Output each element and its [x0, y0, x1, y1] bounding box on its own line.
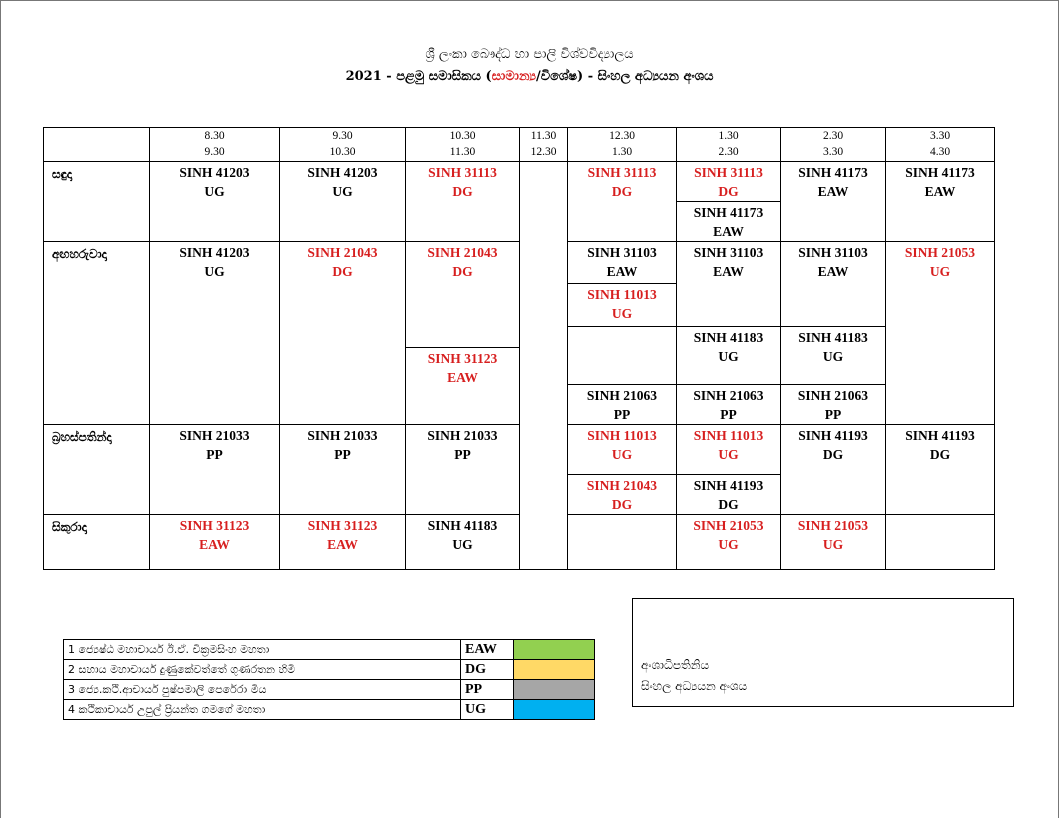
slot-header: 12.30 1.30 — [568, 128, 677, 162]
class-cell: SINH 41193 DG — [781, 425, 886, 515]
friday-row — [44, 515, 995, 570]
color-swatch — [514, 680, 595, 700]
university-title: ශ්‍රී ලංකා බෞද්ධ හා පාලි විශ්වවිද්‍යාලය — [425, 47, 634, 62]
color-swatch — [514, 660, 595, 680]
signature-box — [632, 598, 1014, 707]
class-cell: SINH 31123 EAW — [280, 515, 406, 570]
page-border-top — [0, 0, 1059, 1]
timetable — [43, 127, 995, 570]
lecturer-legend — [63, 639, 595, 720]
header-row — [44, 128, 995, 162]
lecturer-name: 2 සහාය මහාචාර්ය දුණුකේවත්තේ ගුණරතන හිමි — [64, 660, 461, 680]
slot-header: 11.30 12.30 — [520, 128, 568, 162]
class-cell: SINH 21043 DG — [568, 475, 677, 515]
class-cell: SINH 31113 DG — [568, 162, 677, 242]
class-cell: SINH 41203 UG — [280, 162, 406, 242]
legend-row — [64, 680, 595, 700]
lecturer-code: UG — [461, 700, 514, 720]
empty-cell — [568, 515, 677, 570]
class-cell: SINH 41173 EAW — [886, 162, 995, 242]
legend-row — [64, 700, 595, 720]
lecturer-name: 3 ජ්‍යෙ.කථි.ආචාර්ය පුෂ්පමාලි පෙරේරා මිය — [64, 680, 461, 700]
class-cell: SINH 21053 UG — [781, 515, 886, 570]
signature-title: අංශාධිපතිනිය — [641, 658, 710, 672]
page-border-left — [0, 0, 1, 818]
lecturer-code: PP — [461, 680, 514, 700]
class-cell: SINH 41183 UG — [406, 515, 520, 570]
class-cell: SINH 41183 UG — [781, 327, 886, 385]
class-cell: SINH 21053 UG — [677, 515, 781, 570]
slot-header: 2.30 3.30 — [781, 128, 886, 162]
tuesday-row — [44, 242, 995, 284]
class-cell: SINH 21033 PP — [280, 425, 406, 515]
class-cell: SINH 31113 DG — [677, 162, 781, 202]
slot-header: 9.30 10.30 — [280, 128, 406, 162]
legend-row — [64, 640, 595, 660]
legend-row — [64, 660, 595, 680]
lunch-break-cell — [520, 162, 568, 570]
class-cell: SINH 41193 DG — [886, 425, 995, 515]
class-cell: SINH 41173 EAW — [781, 162, 886, 242]
class-cell: SINH 21063 PP — [568, 385, 677, 425]
class-cell: SINH 31123 EAW — [150, 515, 280, 570]
class-cell: SINH 21053 UG — [886, 242, 995, 425]
class-cell: SINH 41183 UG — [677, 327, 781, 385]
class-cell: SINH 41173 EAW — [677, 202, 781, 242]
class-cell: SINH 41203 UG — [150, 162, 280, 242]
day-label: සඳුදා — [44, 162, 150, 242]
class-cell: SINH 11013 UG — [677, 425, 781, 475]
color-swatch — [514, 700, 595, 720]
corner-cell — [44, 128, 150, 162]
monday-row — [44, 162, 995, 202]
day-label: බ්‍රහස්පතින්දා — [44, 425, 150, 515]
class-cell: SINH 11013 UG — [568, 284, 677, 327]
day-label: සිකුරාදා — [44, 515, 150, 570]
slot-header: 3.30 4.30 — [886, 128, 995, 162]
class-cell: SINH 11013 UG — [568, 425, 677, 475]
slot-header: 10.30 11.30 — [406, 128, 520, 162]
class-cell: SINH 21033 PP — [406, 425, 520, 515]
class-cell: SINH 31103 EAW — [677, 242, 781, 327]
class-cell: SINH 21063 PP — [677, 385, 781, 425]
day-label: අඟහරුවාදා — [44, 242, 150, 425]
empty-cell — [886, 515, 995, 570]
class-cell: SINH 31103 EAW — [568, 242, 677, 284]
class-cell: SINH 31103 EAW — [781, 242, 886, 327]
lecturer-name: 4 කථිකාචාර්ය උපුල් ප්‍රියන්ත ගමගේ මහතා — [64, 700, 461, 720]
lecturer-name: 1 ජ්‍යෙෂ්ඨ මහාචාර්ය ඊ.ඒ. වික්‍රමසිංහ මහතා — [64, 640, 461, 660]
signature-department: සිංහල අධ්‍යයන අංශය — [641, 679, 748, 693]
class-cell: SINH 41203 UG — [150, 242, 280, 425]
lecturer-code: DG — [461, 660, 514, 680]
class-cell: SINH 31113 DG — [406, 162, 520, 242]
timetable-subtitle: 2021 - පළමු සමාසිකය (සාමාන්‍ය/විශේෂ) - සිංහල අධ්‍යයන අංශය — [345, 69, 714, 84]
thursday-row — [44, 425, 995, 475]
slot-header: 1.30 2.30 — [677, 128, 781, 162]
class-cell: SINH 21043 DG — [406, 242, 520, 348]
empty-cell — [568, 327, 677, 385]
class-cell: SINH 21043 DG — [280, 242, 406, 425]
lecturer-code: EAW — [461, 640, 514, 660]
class-cell: SINH 21033 PP — [150, 425, 280, 515]
slot-header: 8.30 9.30 — [150, 128, 280, 162]
color-swatch — [514, 640, 595, 660]
class-cell: SINH 41193 DG — [677, 475, 781, 515]
class-cell: SINH 31123 EAW — [406, 348, 520, 425]
class-cell: SINH 21063 PP — [781, 385, 886, 425]
